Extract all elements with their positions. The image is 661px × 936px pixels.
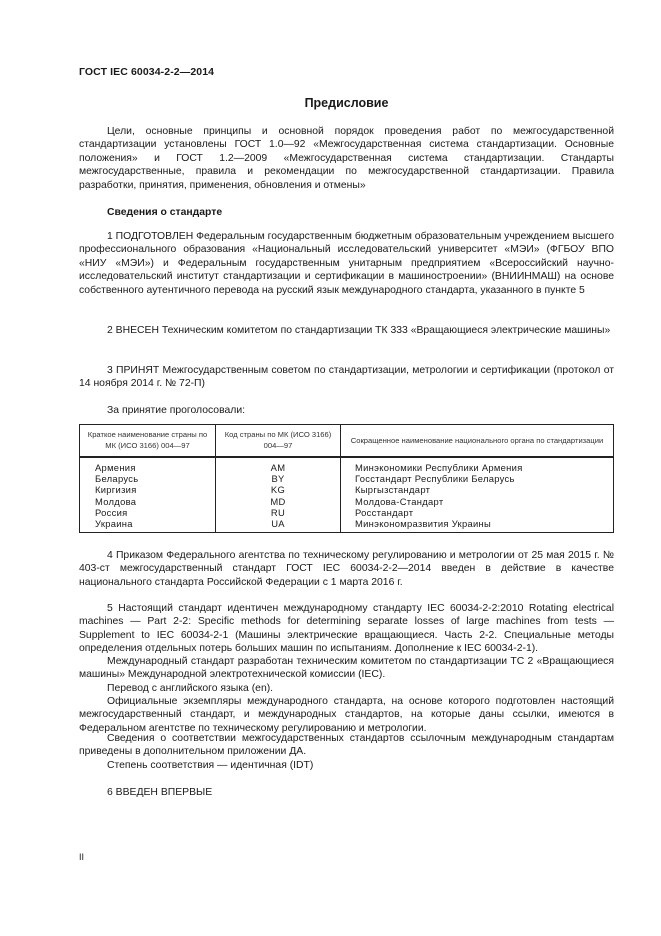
standard-code-header: ГОСТ IEC 60034-2-2—2014 (79, 66, 215, 78)
item-5-committee-paragraph: Международный стандарт разработан техническим комитетом по стандартизации ТС 2 «Вращающиеся машины» Международной электротехнической комиссии (IEC). (79, 656, 614, 681)
section-heading: Сведения о стандарте (107, 207, 223, 218)
country-cell: Россия (80, 507, 216, 518)
agency-cell: Кыргызстандарт (355, 484, 431, 496)
column-header-agency: Сокращенное наименование национального органа по стандартизации (341, 425, 614, 458)
agency-cell: Минэкономразвития Украины (355, 518, 492, 530)
table-row (80, 496, 614, 507)
code-cell: RU (216, 507, 341, 518)
table-row (80, 473, 614, 484)
item-5-degree-paragraph: Степень соответствия — идентичная (IDT) (107, 760, 314, 771)
item-3-paragraph: 3 ПРИНЯТ Межгосударственным советом по стандартизации, метрологии и сертификации (протокол от 14 ноября 2014 г. № 72-П) (79, 365, 614, 390)
item-6-paragraph: 6 ВВЕДЕН ВПЕРВЫЕ (107, 787, 213, 798)
table-row (80, 518, 614, 533)
table-row (80, 457, 614, 473)
country-cell: Украина (80, 518, 216, 533)
code-cell: UA (216, 518, 341, 533)
agency-cell: Госстандарт Республики Беларусь (355, 473, 515, 485)
table-header-row (80, 425, 614, 458)
item-2-paragraph: 2 ВНЕСЕН Техническим комитетом по стандартизации ТК 333 «Вращающиеся электрические машины» (107, 325, 611, 336)
column-header-country: Краткое наименование страны по МК (ИСО 3166) 004—97 (80, 425, 216, 458)
country-cell: Молдова (80, 496, 216, 507)
intro-paragraph: Цели, основные принципы и основной порядок проведения работ по межгосударственной стандартизации установлены ГОСТ 1.0—92 «Межгосударственная система стандартизации. Основные положения» и ГОСТ 1.2—2009 «Межгосударственная система стандартизации. Стандарты межгосударственные, правила и рекомендации по межгосударственной стандартизации. Правила разработки, принятия, применения, обновления и отмены» (79, 126, 614, 191)
item-1-paragraph: 1 ПОДГОТОВЛЕН Федеральным государственным бюджетным образовательным учреждением высшего профессионального образования «Национальный исследовательский университет «МЭИ» (ФГБОУ ВПО «НИУ «МЭИ») и Федеральным государственным унитарным предприятием «Всероссийский научно-исследовательский институт стандартизации и сертификации в машиностроении» (ВНИИНМАШ) на основе собственного аутентичного перевода на русский язык международного стандарта, указанного в пункте 5 (79, 231, 614, 296)
item-5-translation-paragraph: Перевод с английского языка (en). (107, 683, 274, 694)
code-cell: BY (216, 473, 341, 484)
item-5-conformity-paragraph: Сведения о соответствии межгосударственных стандартов ссылочным международным стандартам приведены в дополнительном приложении ДА. (79, 733, 614, 758)
country-cell: Беларусь (80, 473, 216, 484)
page-number: II (79, 852, 85, 862)
vote-label: За принятие проголосовали: (107, 405, 246, 416)
table-row (80, 507, 614, 518)
code-cell: AM (216, 457, 341, 473)
agency-cell: Росстандарт (355, 506, 414, 518)
code-cell: KG (216, 484, 341, 495)
agency-cell: Минэкономики Республики Армения (355, 462, 523, 473)
item-4-paragraph: 4 Приказом Федерального агентства по техническому регулированию и метрологии от 25 мая 2015 г. № 403-ст межгосударственный стандарт ГОСТ IEC 60034-2-2—2014 введен в действие в качестве национального стандарта Российской Федерации с 1 марта 2016 г. (79, 550, 614, 588)
item-5-paragraph: 5 Настоящий стандарт идентичен международному стандарту IEC 60034-2-2:2010 Rotating electrical machines — Part 2-2: Specific methods for determining separate losses of large machines from tests — Supplement to IEC 60034-2-1 (Машины электрические вращающиеся. Часть 2-2. Специальные методы определения отдельных потерь больших машин по испытаниям. Дополнение к IEC 60034-2-1). (79, 603, 614, 655)
country-cell: Армения (80, 457, 216, 473)
agency-cell: Молдова-Стандарт (355, 495, 444, 507)
voting-countries-table (79, 424, 614, 533)
code-cell: MD (216, 496, 341, 507)
page-title: Предисловие (304, 96, 389, 110)
country-cell: Киргизия (80, 484, 216, 495)
column-header-code: Код страны по МК (ИСО 3166) 004—97 (216, 425, 341, 458)
item-5-copies-paragraph: Официальные экземпляры международного стандарта, на основе которого подготовлен настоящий межгосударственный стандарт, и международных стандартов, на которые даны ссылки, имеются в Федеральном агентстве по техническому регулированию и метрологии. (79, 696, 614, 734)
table-row (80, 484, 614, 495)
